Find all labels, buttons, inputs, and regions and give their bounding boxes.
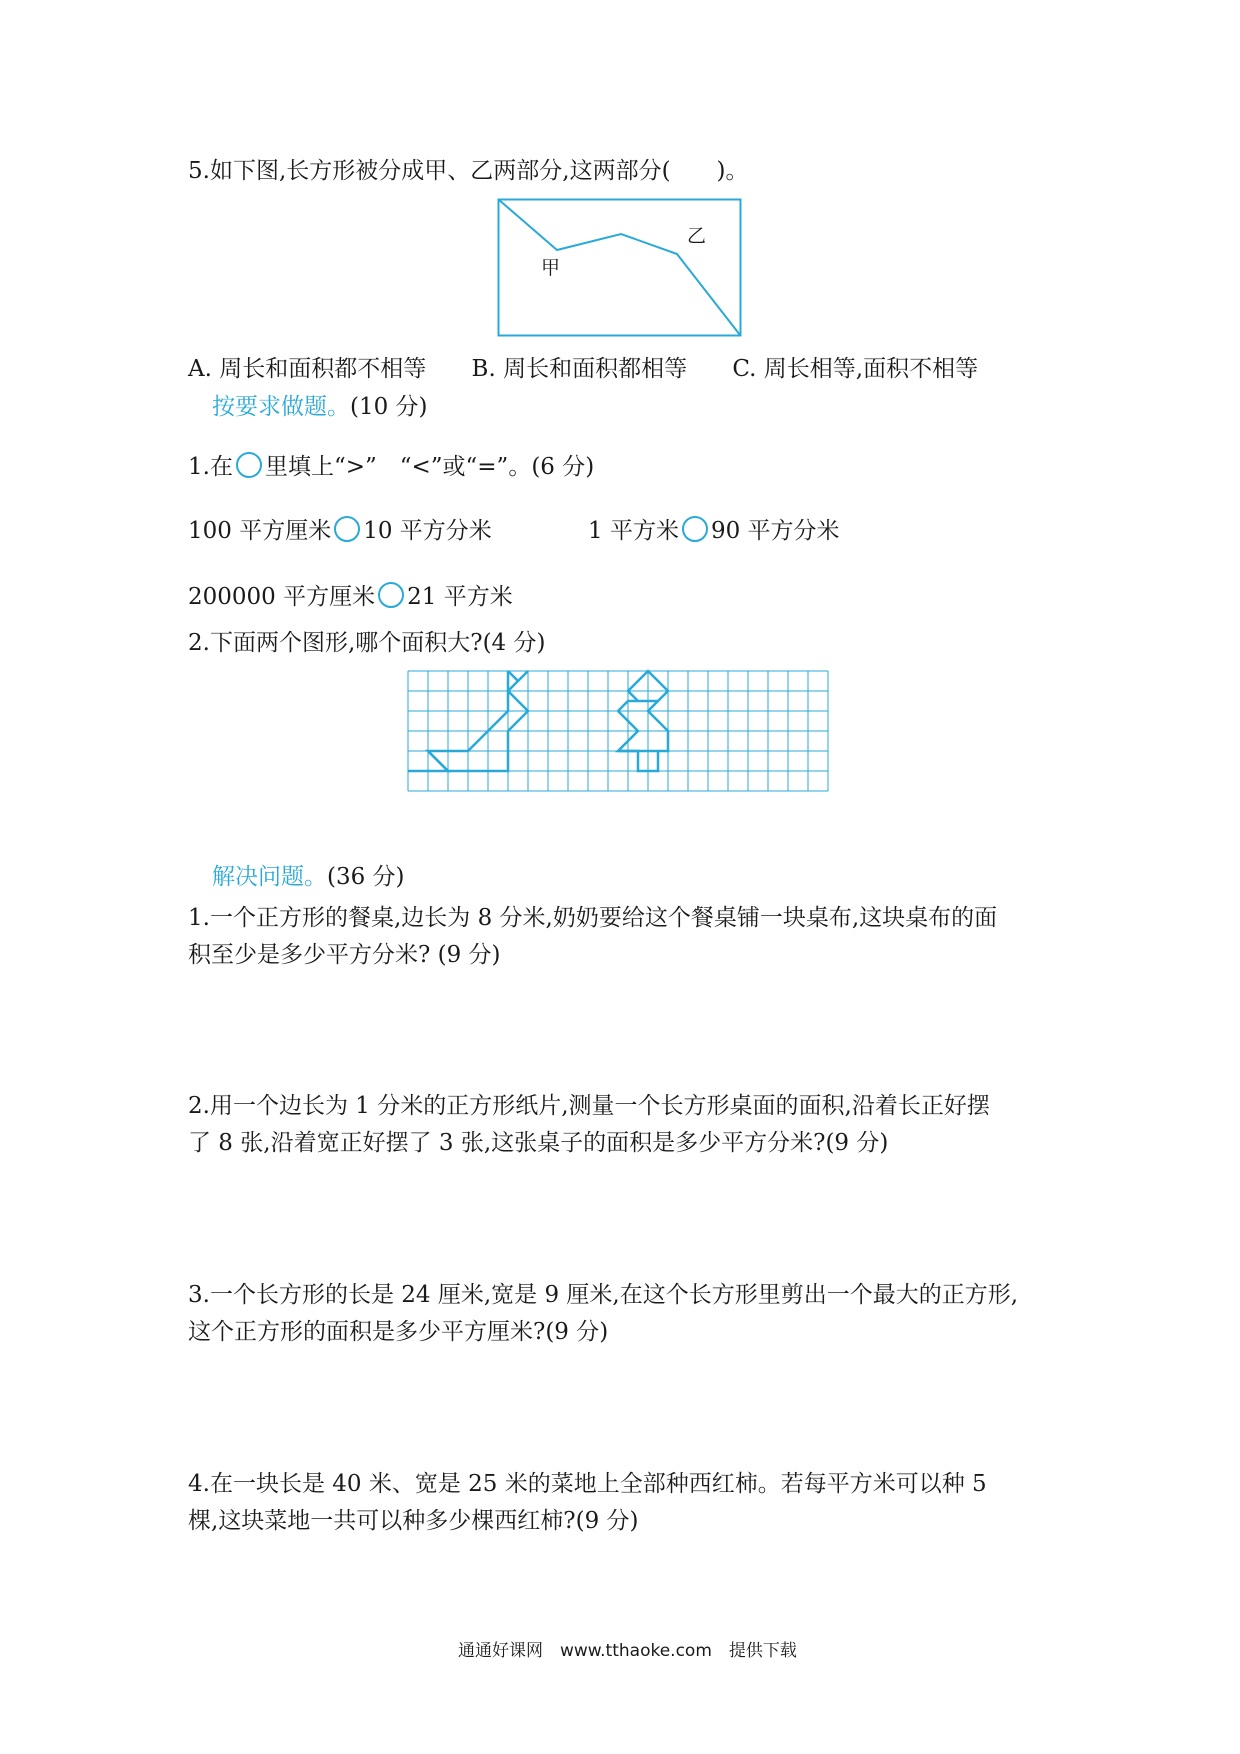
q5-stem: 5.如下图,长方形被分成甲、乙两部分,这两部分( )。 bbox=[188, 158, 749, 184]
q5-rectangle-figure bbox=[497, 198, 743, 338]
answer-circle[interactable] bbox=[682, 516, 708, 542]
section5-title: 解决问题。 bbox=[212, 864, 327, 890]
answer-circle[interactable] bbox=[334, 516, 360, 542]
dividing-line bbox=[499, 200, 741, 336]
option-b[interactable]: B. 周长和面积都相等 bbox=[471, 356, 688, 382]
s5-q1: 1.一个正方形的餐桌,边长为 8 分米,奶奶要给这个餐桌铺一块桌布,这块桌布的面 积至少是多少平方分米? (9 分) bbox=[188, 905, 998, 968]
figure-right-trunk bbox=[618, 751, 658, 771]
section5-heading bbox=[212, 862, 405, 892]
section4-title: 按要求做题。 bbox=[212, 394, 350, 420]
section5-points: (36 分) bbox=[327, 864, 405, 890]
s4-q1-row1b: 1 平方米 90 平方分米 bbox=[588, 518, 840, 544]
section4-points: (10 分) bbox=[350, 394, 428, 420]
option-c[interactable]: C. 周长相等,面积不相等 bbox=[732, 356, 979, 382]
option-a[interactable]: A. 周长和面积都不相等 bbox=[188, 356, 427, 382]
s4-q1-row2: 200000 平方厘米 21 平方米 bbox=[188, 584, 513, 610]
rectangle-outline bbox=[499, 200, 741, 336]
grid-figures bbox=[406, 668, 830, 802]
s5-q3: 3.一个长方形的长是 24 厘米,宽是 9 厘米,在这个长方形里剪出一个最大的正方形, 这个正方形的面积是多少平方厘米?(9 分) bbox=[188, 1282, 1019, 1345]
s4-q2-stem: 2.下面两个图形,哪个面积大?(4 分) bbox=[188, 630, 546, 656]
s5-q4: 4.在一块长是 40 米、宽是 25 米的菜地上全部种西红柿。若每平方米可以种 5 棵,这块菜地一共可以种多少棵西红柿?(9 分) bbox=[188, 1471, 987, 1534]
answer-circle[interactable] bbox=[236, 452, 262, 478]
square-grid bbox=[408, 671, 828, 791]
q5-options bbox=[188, 354, 978, 384]
page-footer: 通通好课网 www.tthaoke.com 提供下载 bbox=[458, 1641, 797, 1661]
s4-q1-row1a: 100 平方厘米 10 平方分米 bbox=[188, 518, 492, 544]
figure-left bbox=[428, 671, 528, 771]
section4-heading bbox=[212, 392, 428, 422]
s5-q2: 2.用一个边长为 1 分米的正方形纸片,测量一个长方形桌面的面积,沿着长正好摆 了 8 张,沿着宽正好摆了 3 张,这张桌子的面积是多少平方分米?(9 分) bbox=[188, 1093, 990, 1156]
s4-q1-stem: 1.在 里填上“>” “<”或“=”。(6 分) bbox=[188, 454, 595, 480]
answer-circle[interactable] bbox=[378, 582, 404, 608]
label-jia: 甲 bbox=[541, 257, 561, 279]
label-yi: 乙 bbox=[687, 225, 707, 247]
